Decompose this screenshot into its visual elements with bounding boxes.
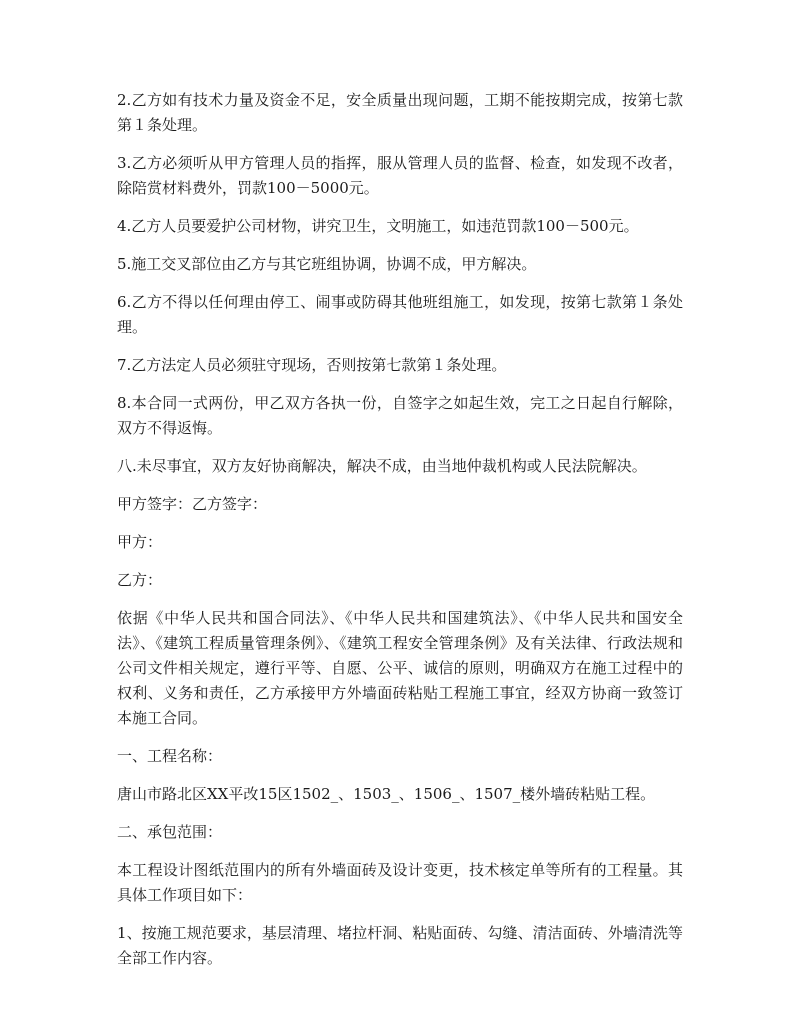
section-1-heading: 一、工程名称： <box>117 747 223 765</box>
preamble-paragraph: 依据《中华人民共和国合同法》、《中华人民共和国建筑法》、《中华人民共和国安全法》、《建筑工程质量管理条例》、《建筑工程安全管理条例》及有关法律、行政法规和公司文件相关规定，遵行平等、自愿、公平、诚信的原则，明确双方在施工过程中的权利、义务和责任，乙方承接甲方外墙面砖粘贴工程施工事宜，经双方协商一致签订本施工合同。 <box>117 609 683 727</box>
clause-8-paragraph: 8.本合同一式两份，甲乙双方各执一份，自签字之如起生效，完工之日起自行解除，双方不得返悔。 <box>117 394 683 437</box>
project-name-paragraph: 唐山市路北区XX平改15区1502_、1503_、1506_、1507_楼外墙砖粘贴工程。 <box>117 785 656 803</box>
party-a-label: 甲方： <box>117 533 163 551</box>
clause-4-paragraph: 4.乙方人员要爱护公司材物，讲究卫生，文明施工，如违范罚款100－500元。 <box>117 217 639 235</box>
clause-7-paragraph: 7.乙方法定人员必须驻守现场，否则按第七款第１条处理。 <box>117 356 507 374</box>
section-2-heading: 二、承包范围： <box>117 823 223 841</box>
clause-5-paragraph: 5.施工交叉部位由乙方与其它班组协调，协调不成，甲方解决。 <box>117 255 537 273</box>
document-body <box>117 88 683 984</box>
section-8-paragraph: 八.未尽事宜，双方友好协商解决，解决不成，由当地仲裁机构或人民法院解决。 <box>117 457 647 475</box>
scope-paragraph: 本工程设计图纸范围内的所有外墙面砖及设计变更，技术核定单等所有的工程量。其具体工作项目如下： <box>117 861 683 904</box>
clause-3-paragraph: 3.乙方必须听从甲方管理人员的指挥，服从管理人员的监督、检查，如发现不改者，除陪赏材料费外，罚款100－5000元。 <box>117 154 683 197</box>
signature-line: 甲方签字：乙方签字： <box>117 495 268 513</box>
clause-6-paragraph: 6.乙方不得以任何理由停工、闹事或防碍其他班组施工，如发现，按第七款第１条处理。 <box>117 293 683 336</box>
clause-2-paragraph: 2.乙方如有技术力量及资金不足，安全质量出现问题，工期不能按期完成，按第七款第１条处理。 <box>117 91 683 134</box>
scope-item-1-paragraph: 1、按施工规范要求，基层清理、堵拉杆洞、粘贴面砖、勾缝、清洁面砖、外墙清洗等全部工作内容。 <box>117 924 683 967</box>
party-b-label: 乙方： <box>117 571 163 589</box>
